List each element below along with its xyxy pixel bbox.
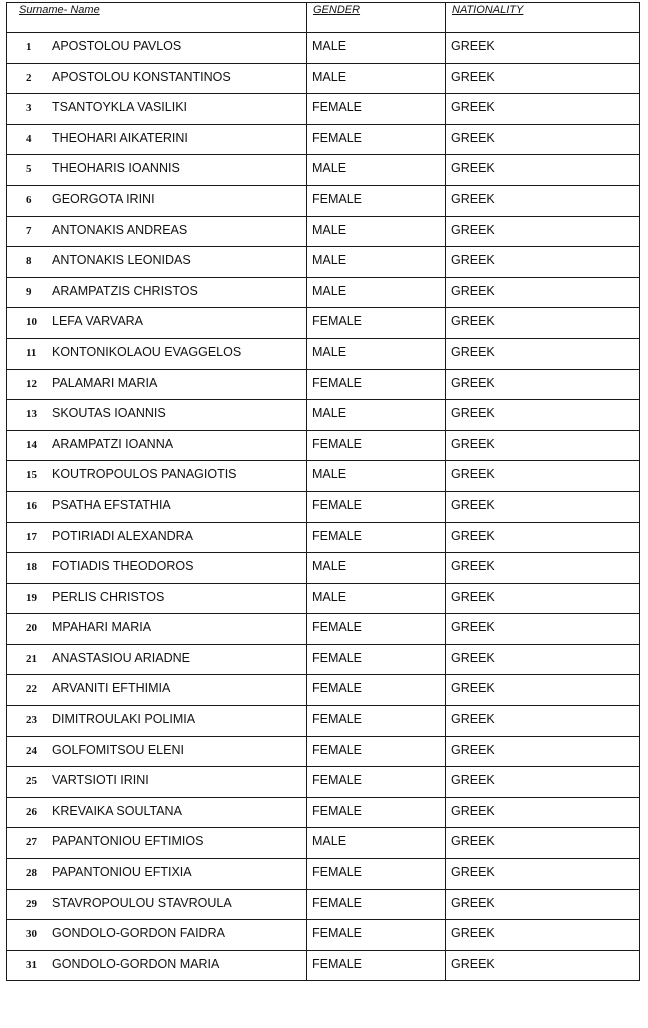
person-name: GONDOLO-GORDON MARIA bbox=[52, 956, 220, 971]
row-number: 11 bbox=[26, 346, 37, 359]
row-number: 5 bbox=[26, 163, 32, 176]
gender-cell: FEMALE bbox=[307, 308, 446, 339]
person-name: KONTONIKOLAOU EVAGGELOS bbox=[52, 344, 242, 359]
gender-cell: FEMALE bbox=[307, 369, 446, 400]
nationality-cell: GREEK bbox=[446, 277, 640, 308]
person-name: POTIRIADI ALEXANDRA bbox=[52, 528, 194, 543]
table-row bbox=[7, 308, 640, 339]
gender-cell: FEMALE bbox=[307, 675, 446, 706]
person-name: FOTIADIS THEODOROS bbox=[52, 559, 194, 574]
name-cell bbox=[7, 920, 307, 951]
table-body bbox=[7, 33, 640, 981]
name-cell bbox=[7, 461, 307, 492]
gender-cell: FEMALE bbox=[307, 614, 446, 645]
name-cell bbox=[7, 155, 307, 186]
nationality-cell: GREEK bbox=[446, 736, 640, 767]
row-number: 22 bbox=[26, 683, 37, 696]
nationality-cell: GREEK bbox=[446, 522, 640, 553]
person-name: PALAMARI MARIA bbox=[52, 375, 158, 390]
person-name: TSANTOYKLA VASILIKI bbox=[52, 100, 188, 115]
person-name: DIMITROULAKI POLIMIA bbox=[52, 712, 196, 727]
person-name: APOSTOLOU KONSTANTINOS bbox=[52, 69, 231, 84]
gender-cell: MALE bbox=[307, 338, 446, 369]
row-number: 10 bbox=[26, 316, 37, 329]
table-row bbox=[7, 338, 640, 369]
name-cell bbox=[7, 522, 307, 553]
nationality-cell: GREEK bbox=[446, 614, 640, 645]
gender-cell: FEMALE bbox=[307, 706, 446, 737]
nationality-cell: GREEK bbox=[446, 950, 640, 981]
table-row bbox=[7, 767, 640, 798]
nationality-cell: GREEK bbox=[446, 338, 640, 369]
table-row bbox=[7, 553, 640, 584]
name-cell bbox=[7, 94, 307, 125]
row-number: 12 bbox=[26, 377, 37, 390]
nationality-cell: GREEK bbox=[446, 185, 640, 216]
table-row bbox=[7, 828, 640, 859]
name-cell bbox=[7, 430, 307, 461]
name-cell bbox=[7, 614, 307, 645]
person-name: PAPANTONIOU EFTIXIA bbox=[52, 865, 192, 880]
nationality-cell: GREEK bbox=[446, 859, 640, 890]
person-name: ARAMPATZIS CHRISTOS bbox=[52, 283, 198, 298]
row-number: 15 bbox=[26, 469, 37, 482]
table-row bbox=[7, 736, 640, 767]
nationality-cell: GREEK bbox=[446, 247, 640, 278]
gender-cell: FEMALE bbox=[307, 94, 446, 125]
name-cell bbox=[7, 369, 307, 400]
table-row bbox=[7, 491, 640, 522]
nationality-cell: GREEK bbox=[446, 216, 640, 247]
nationality-cell: GREEK bbox=[446, 430, 640, 461]
table-row bbox=[7, 706, 640, 737]
person-name: ANTONAKIS LEONIDAS bbox=[52, 253, 191, 268]
name-cell bbox=[7, 338, 307, 369]
row-number: 6 bbox=[26, 193, 32, 206]
person-name: PERLIS CHRISTOS bbox=[52, 589, 165, 604]
gender-cell: FEMALE bbox=[307, 920, 446, 951]
person-name: PSATHA EFSTATHIA bbox=[52, 497, 171, 512]
row-number: 19 bbox=[26, 591, 37, 604]
name-cell bbox=[7, 828, 307, 859]
name-cell bbox=[7, 124, 307, 155]
nationality-cell: GREEK bbox=[446, 828, 640, 859]
gender-cell: MALE bbox=[307, 216, 446, 247]
gender-cell: MALE bbox=[307, 553, 446, 584]
table-row bbox=[7, 859, 640, 890]
gender-cell: FEMALE bbox=[307, 644, 446, 675]
nationality-cell: GREEK bbox=[446, 767, 640, 798]
nationality-cell: GREEK bbox=[446, 553, 640, 584]
name-cell bbox=[7, 767, 307, 798]
gender-cell: MALE bbox=[307, 583, 446, 614]
name-cell bbox=[7, 308, 307, 339]
gender-cell: MALE bbox=[307, 247, 446, 278]
person-name: SKOUTAS IOANNIS bbox=[52, 406, 166, 421]
table-row bbox=[7, 614, 640, 645]
table-row bbox=[7, 94, 640, 125]
gender-cell: MALE bbox=[307, 461, 446, 492]
name-cell bbox=[7, 33, 307, 64]
row-number: 9 bbox=[26, 285, 32, 298]
table-row bbox=[7, 889, 640, 920]
name-cell bbox=[7, 859, 307, 890]
table-row bbox=[7, 675, 640, 706]
table-row bbox=[7, 522, 640, 553]
table-row bbox=[7, 124, 640, 155]
name-cell bbox=[7, 736, 307, 767]
nationality-cell: GREEK bbox=[446, 400, 640, 431]
row-number: 27 bbox=[26, 836, 37, 849]
person-name: APOSTOLOU PAVLOS bbox=[52, 39, 182, 53]
name-cell bbox=[7, 706, 307, 737]
gender-cell: FEMALE bbox=[307, 185, 446, 216]
table-row bbox=[7, 33, 640, 64]
table-row bbox=[7, 950, 640, 981]
table-header-row bbox=[7, 3, 640, 33]
name-cell bbox=[7, 400, 307, 431]
person-name: GEORGOTA IRINI bbox=[52, 191, 155, 206]
person-name: MPAHARI MARIA bbox=[52, 620, 152, 635]
header-gender: GENDER bbox=[307, 3, 446, 33]
nationality-cell: GREEK bbox=[446, 583, 640, 614]
name-cell bbox=[7, 889, 307, 920]
row-number: 20 bbox=[26, 622, 37, 635]
row-number: 23 bbox=[26, 714, 37, 727]
row-number: 24 bbox=[26, 744, 37, 757]
nationality-cell: GREEK bbox=[446, 63, 640, 94]
gender-cell: MALE bbox=[307, 63, 446, 94]
nationality-cell: GREEK bbox=[446, 308, 640, 339]
table-row bbox=[7, 247, 640, 278]
row-number: 13 bbox=[26, 408, 37, 421]
table-row bbox=[7, 461, 640, 492]
name-cell bbox=[7, 553, 307, 584]
row-number: 7 bbox=[26, 224, 32, 237]
gender-cell: MALE bbox=[307, 155, 446, 186]
table-row bbox=[7, 369, 640, 400]
name-cell bbox=[7, 216, 307, 247]
person-name: GONDOLO-GORDON FAIDRA bbox=[52, 926, 225, 941]
person-name: ANASTASIOU ARIADNE bbox=[52, 650, 190, 665]
row-number: 3 bbox=[26, 102, 32, 115]
gender-cell: MALE bbox=[307, 400, 446, 431]
row-number: 26 bbox=[26, 805, 37, 818]
person-name: THEOHARI AIKATERINI bbox=[52, 130, 188, 145]
gender-cell: FEMALE bbox=[307, 859, 446, 890]
person-name: PAPANTONIOU EFTIMIOS bbox=[52, 834, 204, 849]
table-row bbox=[7, 155, 640, 186]
nationality-cell: GREEK bbox=[446, 644, 640, 675]
row-number: 29 bbox=[26, 897, 37, 910]
row-number: 8 bbox=[26, 255, 32, 268]
nationality-cell: GREEK bbox=[446, 920, 640, 951]
table-row bbox=[7, 63, 640, 94]
row-number: 4 bbox=[26, 132, 32, 145]
table-row bbox=[7, 216, 640, 247]
row-number: 17 bbox=[26, 530, 37, 543]
name-cell bbox=[7, 185, 307, 216]
gender-cell: FEMALE bbox=[307, 797, 446, 828]
gender-cell: FEMALE bbox=[307, 889, 446, 920]
person-name: LEFA VARVARA bbox=[52, 314, 144, 329]
nationality-cell: GREEK bbox=[446, 889, 640, 920]
name-cell bbox=[7, 675, 307, 706]
row-number: 28 bbox=[26, 867, 37, 880]
gender-cell: FEMALE bbox=[307, 491, 446, 522]
gender-cell: FEMALE bbox=[307, 522, 446, 553]
nationality-cell: GREEK bbox=[446, 155, 640, 186]
header-nationality: NATIONALITY bbox=[446, 3, 640, 33]
name-cell bbox=[7, 63, 307, 94]
nationality-cell: GREEK bbox=[446, 33, 640, 64]
nationality-cell: GREEK bbox=[446, 461, 640, 492]
name-cell bbox=[7, 247, 307, 278]
row-number: 31 bbox=[26, 958, 37, 971]
nationality-cell: GREEK bbox=[446, 491, 640, 522]
row-number: 25 bbox=[26, 775, 37, 788]
row-number: 21 bbox=[26, 652, 37, 665]
nationality-cell: GREEK bbox=[446, 94, 640, 125]
table-row bbox=[7, 400, 640, 431]
header-surname-name: Surname- Name bbox=[7, 3, 307, 33]
person-name: ARVANITI EFTHIMIA bbox=[52, 681, 171, 696]
gender-cell: FEMALE bbox=[307, 736, 446, 767]
person-name: GOLFOMITSOU ELENI bbox=[52, 742, 184, 757]
person-name: ANTONAKIS ANDREAS bbox=[52, 222, 188, 237]
nationality-cell: GREEK bbox=[446, 675, 640, 706]
gender-cell: FEMALE bbox=[307, 124, 446, 155]
table-row bbox=[7, 430, 640, 461]
table-row bbox=[7, 644, 640, 675]
table-row bbox=[7, 277, 640, 308]
name-cell bbox=[7, 644, 307, 675]
row-number: 1 bbox=[26, 41, 32, 53]
gender-cell: MALE bbox=[307, 33, 446, 64]
table-row bbox=[7, 583, 640, 614]
row-number: 30 bbox=[26, 928, 37, 941]
name-cell bbox=[7, 583, 307, 614]
gender-cell: MALE bbox=[307, 828, 446, 859]
gender-cell: FEMALE bbox=[307, 430, 446, 461]
gender-cell: FEMALE bbox=[307, 767, 446, 798]
gender-cell: MALE bbox=[307, 277, 446, 308]
nationality-cell: GREEK bbox=[446, 124, 640, 155]
person-name: KREVAIKA SOULTANA bbox=[52, 803, 182, 818]
name-cell bbox=[7, 950, 307, 981]
nationality-cell: GREEK bbox=[446, 369, 640, 400]
row-number: 18 bbox=[26, 561, 37, 574]
nationality-cell: GREEK bbox=[446, 706, 640, 737]
row-number: 14 bbox=[26, 438, 37, 451]
row-number: 16 bbox=[26, 499, 37, 512]
person-name: VARTSIOTI IRINI bbox=[52, 773, 149, 788]
row-number: 2 bbox=[26, 71, 32, 84]
name-cell bbox=[7, 797, 307, 828]
nationality-cell: GREEK bbox=[446, 797, 640, 828]
person-name: STAVROPOULOU STAVROULA bbox=[52, 895, 232, 910]
person-name: THEOHARIS IOANNIS bbox=[52, 161, 180, 176]
name-cell bbox=[7, 277, 307, 308]
person-name: ARAMPATZI IOANNA bbox=[52, 436, 174, 451]
person-name: KOUTROPOULOS PANAGIOTIS bbox=[52, 467, 237, 482]
gender-cell: FEMALE bbox=[307, 950, 446, 981]
participants-table bbox=[6, 2, 640, 981]
table-row bbox=[7, 920, 640, 951]
table-row bbox=[7, 797, 640, 828]
name-cell bbox=[7, 491, 307, 522]
table-row bbox=[7, 185, 640, 216]
